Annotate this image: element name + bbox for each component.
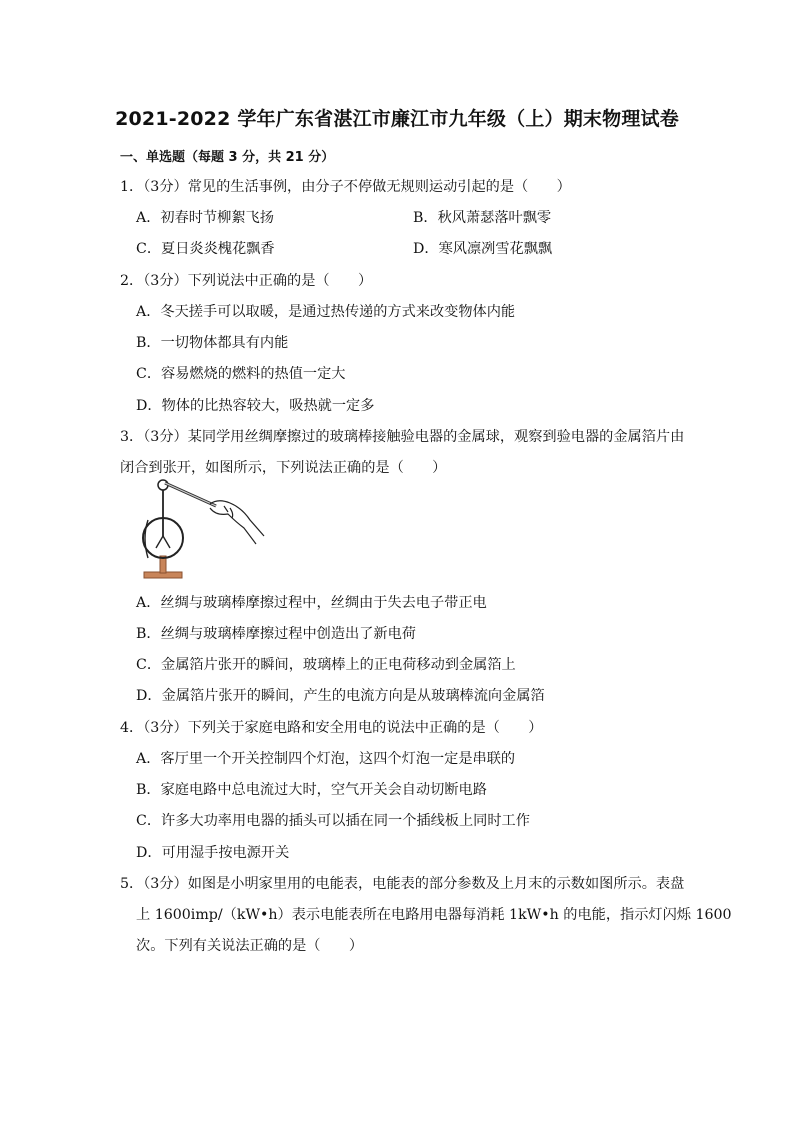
question-1-option-a: A．初春时节柳絮飞扬 <box>136 210 274 226</box>
question-5-stem-line-3: 次。下列有关说法正确的是（ ） <box>136 938 364 954</box>
question-3-option-a: A．丝绸与玻璃棒摩擦过程中，丝绸由于失去电子带正电 <box>136 595 487 611</box>
question-4-option-a: A．客厅里一个开关控制四个灯泡，这四个灯泡一定是串联的 <box>136 751 516 767</box>
question-1-option-d: D．寒风凛冽雪花飘飘 <box>413 241 553 257</box>
question-5-stem-line-1: 5．（3分）如图是小明家里用的电能表，电能表的部分参数及上月末的示数如图所示。表盘 <box>120 876 685 892</box>
question-2-stem: 2．（3分）下列说法中正确的是（ ） <box>120 273 373 289</box>
section-heading: 一、单选题（每题 3 分，共 21 分） <box>120 150 335 165</box>
question-2-option-b: B．一切物体都具有内能 <box>136 335 289 351</box>
question-1-stem: 1．（3分）常见的生活事例，由分子不停做无规则运动引起的是（ ） <box>120 179 571 195</box>
page-title: 2021-2022 学年广东省湛江市廉江市九年级（上）期末物理试卷 <box>115 108 679 130</box>
question-1-option-c: C．夏日炎炎槐花飘香 <box>136 241 275 257</box>
question-1-option-b: B．秋风萧瑟落叶飘零 <box>413 210 552 226</box>
question-2-option-a: A．冬天搓手可以取暖，是通过热传递的方式来改变物体内能 <box>136 304 516 320</box>
question-3-option-c: C．金属箔片张开的瞬间，玻璃棒上的正电荷移动到金属箔上 <box>136 657 516 673</box>
question-4-option-b: B．家庭电路中总电流过大时，空气开关会自动切断电路 <box>136 782 487 798</box>
question-3-option-b: B．丝绸与玻璃棒摩擦过程中创造出了新电荷 <box>136 626 416 642</box>
question-2-option-c: C．容易燃烧的燃料的热值一定大 <box>136 366 346 382</box>
electroscope-figure <box>138 478 268 582</box>
question-5-stem-line-2: 上 1600imp/（kW•h）表示电能表所在电路用电器每消耗 1kW•h 的电能，指示灯闪烁 1600 <box>136 907 732 923</box>
question-2-option-d: D．物体的比热容较大，吸热就一定多 <box>136 398 375 414</box>
question-3-stem-line-1: 3．（3分）某同学用丝绸摩擦过的玻璃棒接触验电器的金属球，观察到验电器的金属箔片由 <box>120 429 685 445</box>
question-4-stem: 4．（3分）下列关于家庭电路和安全用电的说法中正确的是（ ） <box>120 720 543 736</box>
question-3-option-d: D．金属箔片张开的瞬间，产生的电流方向是从玻璃棒流向金属箔 <box>136 688 545 704</box>
question-3-stem-line-2: 闭合到张开，如图所示，下列说法正确的是（ ） <box>120 460 447 476</box>
question-4-option-c: C．许多大功率用电器的插头可以插在同一个插线板上同时工作 <box>136 813 530 829</box>
question-4-option-d: D．可用湿手按电源开关 <box>136 845 290 861</box>
